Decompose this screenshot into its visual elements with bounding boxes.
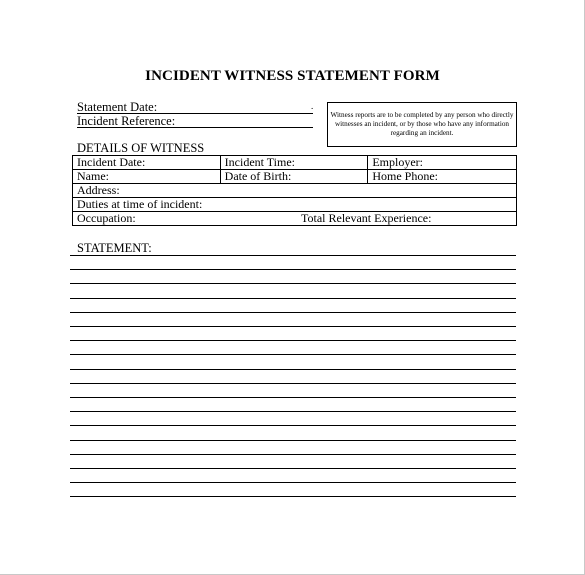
incident-reference-field[interactable] bbox=[77, 127, 313, 128]
statement-line[interactable] bbox=[70, 411, 516, 412]
name-label: Name: bbox=[77, 169, 109, 183]
statement-line[interactable] bbox=[70, 440, 516, 441]
statement-line[interactable] bbox=[70, 312, 516, 313]
date-of-birth-cell[interactable] bbox=[220, 170, 368, 184]
duties-label: Duties at time of incident: bbox=[77, 197, 203, 211]
details-heading: DETAILS OF WITNESS bbox=[77, 141, 205, 155]
incident-time-cell[interactable] bbox=[220, 156, 368, 170]
statement-line[interactable] bbox=[70, 354, 516, 355]
incident-date-label: Incident Date: bbox=[77, 155, 146, 169]
statement-line[interactable] bbox=[70, 425, 516, 426]
incident-date-cell[interactable] bbox=[73, 156, 221, 170]
statement-line[interactable] bbox=[70, 298, 516, 299]
name-cell[interactable] bbox=[73, 170, 221, 184]
statement-line[interactable] bbox=[70, 383, 516, 384]
form-title: INCIDENT WITNESS STATEMENT FORM bbox=[145, 68, 440, 84]
employer-label: Employer: bbox=[372, 155, 423, 169]
dot-mark: . bbox=[311, 101, 314, 111]
statement-line[interactable] bbox=[70, 369, 516, 370]
employer-cell[interactable] bbox=[368, 156, 517, 170]
home-phone-label: Home Phone: bbox=[372, 169, 438, 183]
occupation-label: Occupation: bbox=[77, 211, 136, 225]
duties-cell[interactable] bbox=[73, 198, 517, 212]
date-of-birth-label: Date of Birth: bbox=[224, 169, 292, 183]
statement-line[interactable] bbox=[70, 468, 516, 469]
statement-line[interactable] bbox=[70, 397, 516, 398]
statement-date-label: Statement Date: bbox=[77, 100, 158, 114]
experience-label: Total Relevant Experience: bbox=[301, 211, 432, 225]
statement-line[interactable] bbox=[70, 269, 516, 270]
home-phone-cell[interactable] bbox=[368, 170, 517, 184]
occupation-experience-cell[interactable] bbox=[73, 212, 517, 226]
incident-reference-label: Incident Reference: bbox=[77, 114, 176, 128]
statement-line[interactable] bbox=[70, 496, 516, 497]
statement-label: STATEMENT: bbox=[77, 241, 152, 255]
address-label: Address: bbox=[77, 183, 120, 197]
statement-line[interactable] bbox=[70, 454, 516, 455]
address-cell[interactable] bbox=[73, 184, 517, 198]
instructions-note: Witness reports are to be completed by any person who directly witnesses an incident, or by those who have any information regarding an incident. bbox=[327, 102, 517, 147]
statement-line[interactable] bbox=[70, 340, 516, 341]
statement-line[interactable] bbox=[70, 283, 516, 284]
statement-line[interactable] bbox=[70, 326, 516, 327]
statement-line[interactable] bbox=[70, 255, 516, 256]
witness-details-table bbox=[72, 155, 517, 226]
incident-time-label: Incident Time: bbox=[224, 155, 295, 169]
statement-line[interactable] bbox=[70, 482, 516, 483]
